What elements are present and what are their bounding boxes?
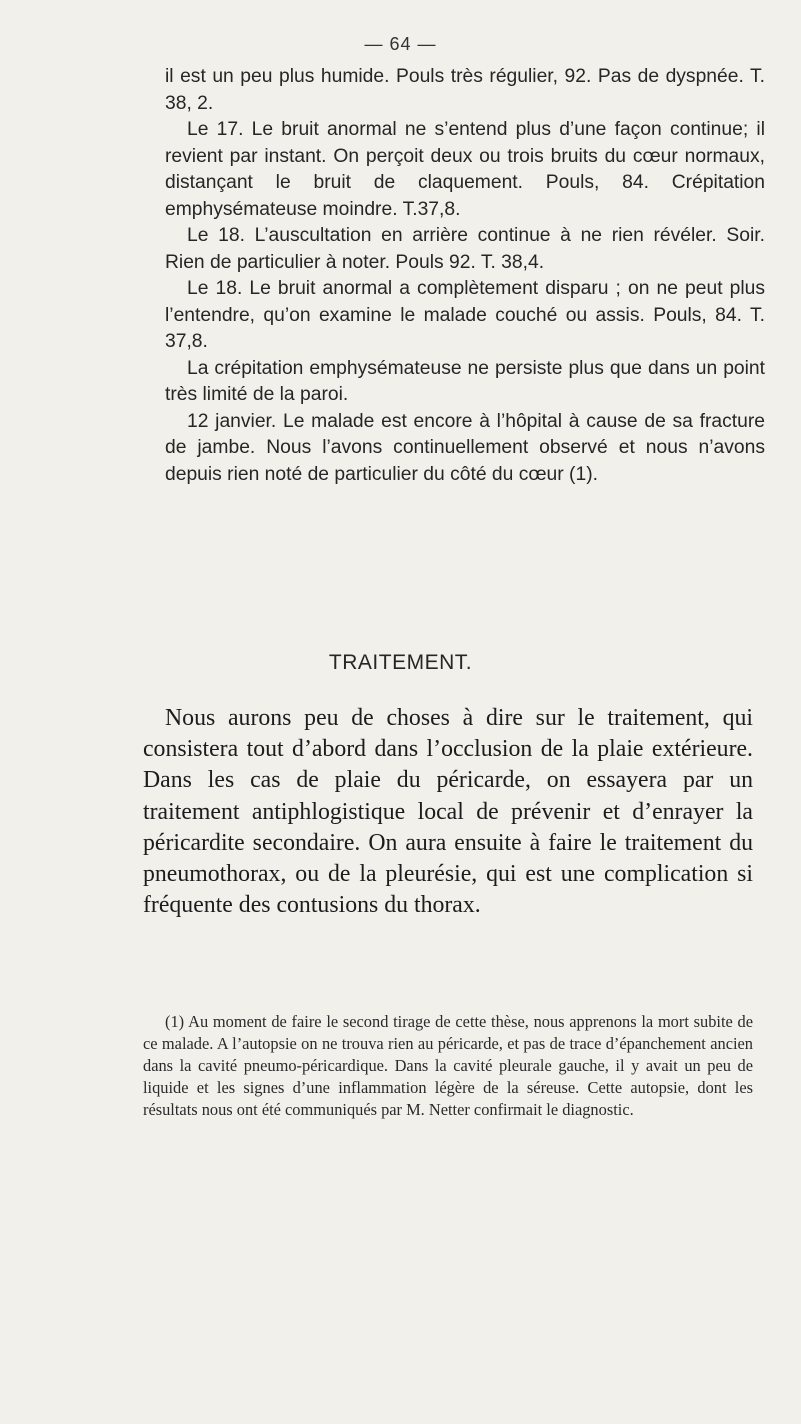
paragraph: Le 17. Le bruit anormal ne s’entend plus d’une façon continue; il revient par instant. On perçoit deux ou trois bruits du cœur normaux, distançant le bruit de claquement. Pouls, 84. Crépitation emphysémateuse moindre. T.37,8. xyxy=(165,119,765,220)
paragraph: 12 janvier. Le malade est encore à l’hôpital à cause de sa fracture de jambe. Nous l’avons continuellement observé et nous n’avons depuis rien noté de particulier du côté du cœur (1). xyxy=(165,410,765,485)
footnote-text: Au moment de faire le second tirage de cette thèse, nous apprenons la mort subite de ce malade. A l’autopsie on ne trouva rien au péricarde, et pas de trace d’épanchement ancien dans la cavité pneumo-péricardique. Dans la cavité pleurale gauche, il y avait un peu de liquide et les signes d’une inflammation légère de la séreuse. Cette autopsie, dont les résultats nous ont été communiqués par M. Netter confirmait le diagnostic. xyxy=(143,1012,753,1119)
paragraph: Nous aurons peu de choses à dire sur le traitement, qui consistera tout d’abord dans l’occlusion de la plaie extérieure. Dans les cas de plaie du péricarde, on essayera par un traitement antiphlogistique local de prévenir et d’enrayer la péricardite secondaire. On aura ensuite à faire le traitement du pneumothorax, ou de la pleurésie, qui est une complication si fréquente des contusions du thorax. xyxy=(143,705,753,919)
treatment-section xyxy=(143,703,753,921)
paragraph: Le 18. L’auscultation en arrière continue à ne rien révéler. Soir. Rien de particulier à noter. Pouls 92. T. 38,4. xyxy=(165,225,765,273)
paragraph: La crépitation emphysémateuse ne persiste plus que dans un point très limité de la paroi. xyxy=(165,357,765,405)
section-heading: TRAITEMENT. xyxy=(328,651,473,674)
paragraph: il est un peu plus humide. Pouls très régulier, 92. Pas de dyspnée. T. 38, 2. xyxy=(165,66,765,114)
case-notes xyxy=(165,64,765,488)
footnote-marker: (1) xyxy=(165,1012,185,1031)
page-number: — 64 — xyxy=(364,34,437,54)
footnote xyxy=(143,1011,753,1121)
paragraph: Le 18. Le bruit anormal a complètement disparu ; on ne peut plus l’entendre, qu’on examine le malade couché ou assis. Pouls, 84. T. 37,8. xyxy=(165,278,765,352)
footnote-paragraph xyxy=(143,1011,753,1121)
